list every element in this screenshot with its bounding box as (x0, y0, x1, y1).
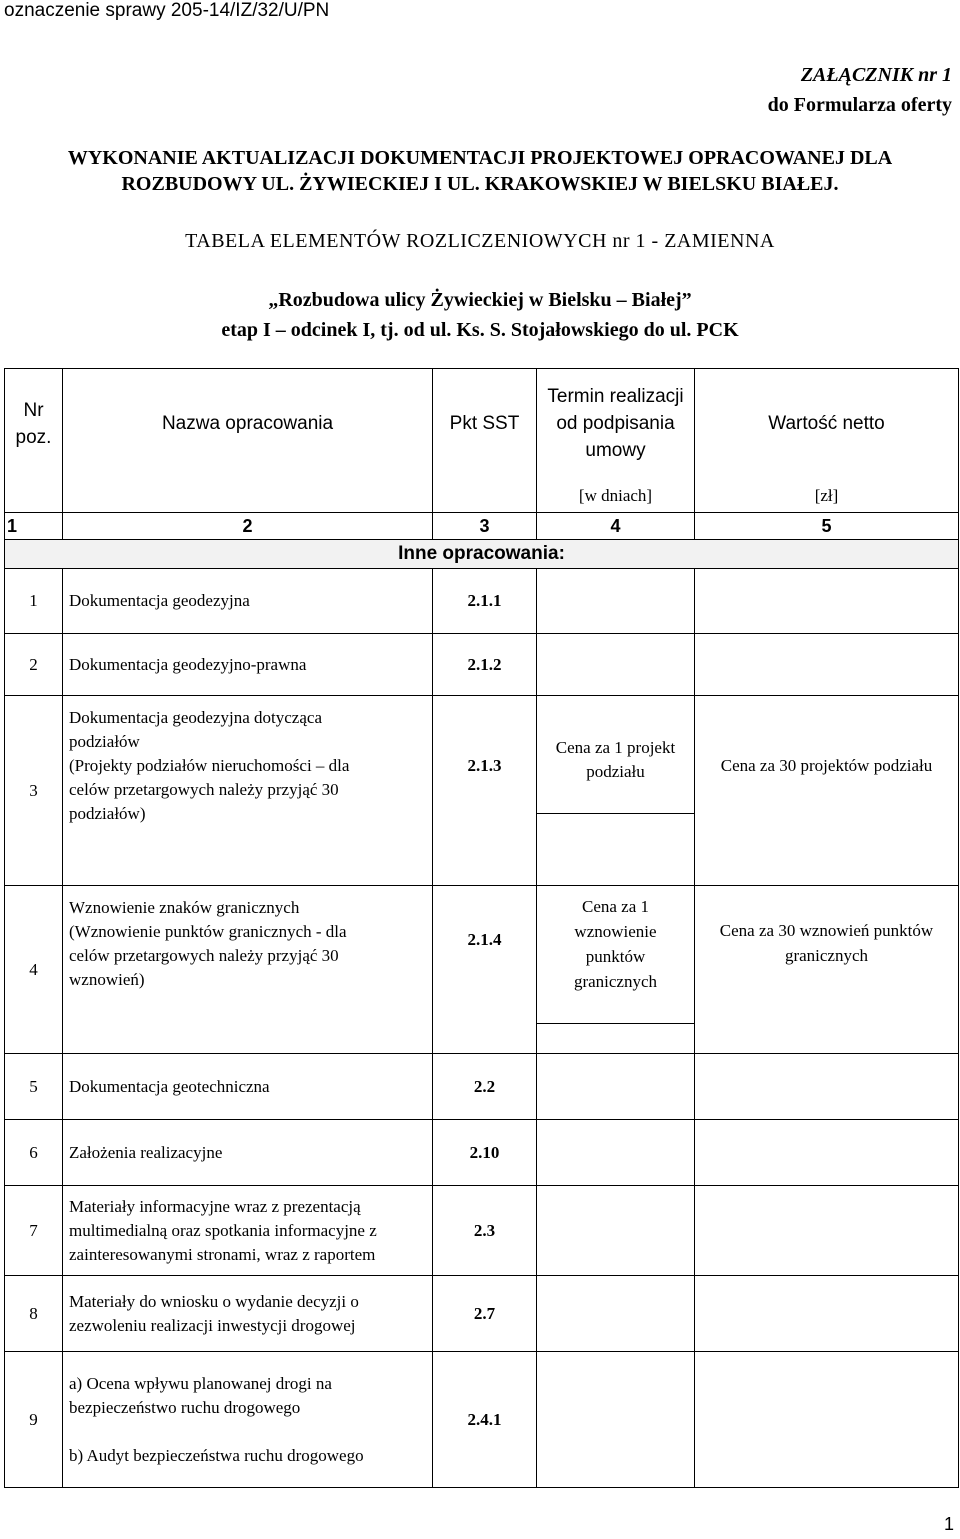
row-sst: 2.1.4 (433, 886, 537, 1054)
row-value (695, 1352, 959, 1488)
row-sst: 2.3 (433, 1186, 537, 1276)
row-term: Cena za 1 wznowienie punktów granicznych (537, 886, 695, 1054)
row-number: 1 (5, 569, 63, 634)
row-number: 3 (5, 696, 63, 886)
header-unit-row (5, 479, 959, 513)
col-number-5: 5 (695, 513, 959, 540)
page-number: 1 (943, 1514, 954, 1534)
section-row (5, 540, 959, 569)
row-value: Cena za 30 projektów podziału (695, 696, 959, 886)
annex-line-2: do Formularza oferty (767, 94, 952, 116)
row-term (537, 1186, 695, 1276)
row-name: Materiały do wniosku o wydanie decyzji o zezwoleniu realizacji inwestycji drogowej (63, 1276, 433, 1352)
row-term (537, 1276, 695, 1352)
row-name: Wznowienie znaków granicznych (Wznowienie punktów granicznych - dla celów przetargowych należy przyjąć 30 wznowień) (63, 886, 433, 1054)
row-value (695, 1276, 959, 1352)
row-value (695, 634, 959, 696)
subtitle-line-2: etap I – odcinek I, tj. od ul. Ks. S. Stojałowskiego do ul. PCK (221, 319, 739, 341)
title-line-2: ROZBUDOWY UL. ŻYWIECKIEJ I UL. KRAKOWSKIEJ W BIELSKU BIAŁEJ. (121, 173, 839, 195)
row-sst: 2.1.3 (433, 696, 537, 886)
case-reference: oznaczenie sprawy 205-14/IZ/32/U/PN (4, 0, 330, 21)
row-number: 9 (5, 1352, 63, 1488)
table-row (5, 1186, 959, 1276)
elements-table (4, 368, 959, 1488)
table-row (5, 1120, 959, 1186)
table-row (5, 1054, 959, 1120)
table-row (5, 1276, 959, 1352)
subtitle-line-1: „Rozbudowa ulicy Żywieckiej w Bielsku – Białej” (268, 289, 692, 311)
table-row (5, 1352, 959, 1488)
row-name: Założenia realizacyjne (63, 1120, 433, 1186)
row-value (695, 569, 959, 634)
header-value: Wartość netto (695, 369, 959, 479)
row-sst: 2.2 (433, 1054, 537, 1120)
col-number-4: 4 (537, 513, 695, 540)
header-term-unit: [w dniach] (537, 479, 695, 513)
header-row (5, 369, 959, 479)
column-number-row (5, 513, 959, 540)
row-value: Cena za 30 wznowień punktów granicznych (695, 886, 959, 1054)
row-sst: 2.4.1 (433, 1352, 537, 1488)
row-number: 2 (5, 634, 63, 696)
row-term (537, 1120, 695, 1186)
row-name: Materiały informacyjne wraz z prezentacją multimedialną oraz spotkania informacyjne z zainteresowanymi stronami, wraz z raportem (63, 1186, 433, 1276)
header-term: Termin realizacji od podpisania umowy (537, 369, 695, 479)
header-value-unit: [zł] (695, 479, 959, 513)
row-term (537, 569, 695, 634)
row-name: Dokumentacja geodezyjna dotycząca podziałów (Projekty podziałów nieruchomości – dla celów przetargowych należy przyjąć 30 podziałów) (63, 696, 433, 886)
row-number: 6 (5, 1120, 63, 1186)
row-sst: 2.1.1 (433, 569, 537, 634)
row-value (695, 1120, 959, 1186)
table-title: TABELA ELEMENTÓW ROZLICZENIOWYCH nr 1 - ZAMIENNA (185, 230, 775, 252)
row-sst: 2.7 (433, 1276, 537, 1352)
row-name: a) Ocena wpływu planowanej drogi na bezpieczeństwo ruchu drogowego b) Audyt bezpieczeństwa ruchu drogowego (63, 1352, 433, 1488)
row-term: Cena za 1 projekt podziału (537, 696, 695, 886)
table-row (5, 569, 959, 634)
table-row (5, 886, 959, 1054)
col-number-1: 1 (5, 513, 63, 540)
annex-line-1: ZAŁĄCZNIK nr 1 (800, 64, 952, 86)
row-term (537, 1352, 695, 1488)
row-number: 5 (5, 1054, 63, 1120)
table-row (5, 634, 959, 696)
row-term (537, 1054, 695, 1120)
col-number-2: 2 (63, 513, 433, 540)
title-line-1: WYKONANIE AKTUALIZACJI DOKUMENTACJI PROJEKTOWEJ OPRACOWANEJ DLA (67, 147, 893, 169)
row-sst: 2.1.2 (433, 634, 537, 696)
row-number: 8 (5, 1276, 63, 1352)
row-value (695, 1054, 959, 1120)
row-number: 7 (5, 1186, 63, 1276)
row-term (537, 634, 695, 696)
header-name: Nazwa opracowania (63, 369, 433, 479)
col-number-3: 3 (433, 513, 537, 540)
row-sst: 2.10 (433, 1120, 537, 1186)
document-title (0, 145, 960, 197)
row-name: Dokumentacja geotechniczna (63, 1054, 433, 1120)
header-nr: Nr poz. (5, 369, 63, 479)
section-label: Inne opracowania: (5, 540, 959, 569)
row-value (695, 1186, 959, 1276)
row-number: 4 (5, 886, 63, 1054)
annex-label (768, 60, 952, 120)
header-sst: Pkt SST (433, 369, 537, 479)
row-name: Dokumentacja geodezyjna (63, 569, 433, 634)
project-subtitle (0, 285, 960, 345)
table-row (5, 696, 959, 886)
row-name: Dokumentacja geodezyjno-prawna (63, 634, 433, 696)
